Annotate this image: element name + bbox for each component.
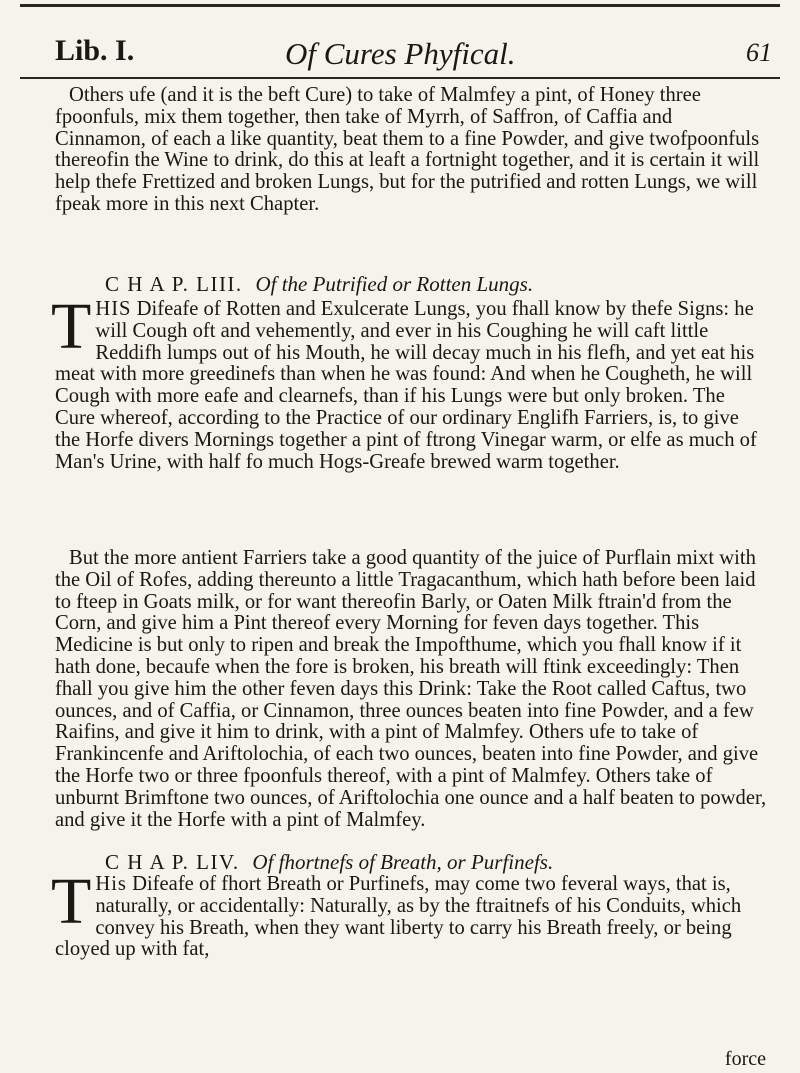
- top-rule: [20, 4, 780, 7]
- chapter-heading-54: [105, 850, 553, 875]
- lead-word: HIS: [95, 298, 132, 320]
- catchword: force: [724, 1048, 766, 1070]
- lead-word: His: [95, 873, 127, 895]
- header-rule: [20, 77, 780, 79]
- book-label: Lib. I.: [55, 34, 135, 67]
- paragraph-cure-broken-lungs: Others ufe (and it is the beft Cure) to take of Malmfey a pint, of Honey three fpoonfuls, mix them together, then take of Myrrh, of Saffron, of Caffia and Cinnamon, of each a like quantity, beat them to a fine Powder, and give twofpoonfuls thereofin the Wine to drink, do this at leaft a fortnight together, and it is certain it will help thefe Frettized and broken Lungs, but for the putrified and rotten Lungs, we will fpeak more in this next Chapter.: [55, 84, 760, 215]
- drop-cap: T: [51, 290, 92, 363]
- chapter-title: Of fhortnefs of Breath, or Purfinefs.: [252, 850, 554, 874]
- chapter-number: C H A P. LIV.: [105, 850, 240, 874]
- paragraph-text: Difeafe of fhort Breath or Purfinefs, may come two feveral ways, that is, naturally, or accidentally: Naturally, as by the ftraitnefs of his Conduits, which convey his Breath, when they want liberty to carry his Breath freely, or being cloyed up with fat,: [55, 873, 742, 961]
- chapter-number: C H A P. LIII.: [105, 272, 243, 296]
- chapter-title: Of the Putrified or Rotten Lungs.: [255, 272, 534, 296]
- paragraph-rotten-lungs: [51, 290, 767, 473]
- drop-cap: T: [51, 865, 92, 938]
- paragraph-text: Difeafe of Rotten and Exulcerate Lungs, you fhall know by thefe Signs: he will Cough oft and vehemently, and ever in his Coughing he will caft little Reddifh lumps out of his Mouth, he will decay much in his flefh, and yet eat his meat with more greedinefs than when he was found: And when he Cougheth, he will Cough with more eafe and clearnefs, than if his Lungs were but only broken. The Cure whereof, according to the Practice of our ordinary Englifh Farriers, is, to give the Horfe divers Mornings together a pint of ftrong Vinegar warm, or elfe as much of Man's Urine, with half fo much Hogs-Greafe brewed warm together.: [55, 298, 757, 473]
- paragraph-shortness-breath: [51, 865, 767, 961]
- page-number: 61: [746, 38, 772, 67]
- running-header: [0, 26, 800, 76]
- running-title: Of Cures Phyfical.: [285, 36, 516, 71]
- chapter-heading-53: [105, 272, 533, 297]
- paragraph-antient-farriers: But the more antient Farriers take a good quantity of the juice of Purflain mixt with the Oil of Rofes, adding thereunto a little Tragacanthum, which hath before been laid to fteep in Goats milk, or for want thereofin Barly, or Oaten Milk ftrain'd from the Corn, and give him a Pint thereof every Morning for feven days together. This Medicine is but only to ripen and break the Impofthume, which you fhall know if it hath done, becaufe when the fore is broken, his breath will ftink exceedingly: Then fhall you give him the other feven days this Drink: Take the Root called Caftus, two ounces, and of Caffia, or Cinnamon, three ounces beaten into fine Powder, and a few Raifins, and give it him to drink, with a pint of Malmfey. Others ufe to take of Frankincenfe and Ariftolochia, of each two ounces, beaten into fine Powder, and give the Horfe two or three fpoonfuls thereof, with a pint of Malmfey. Others take of unburnt Brimftone two ounces, of Ariftolochia one ounce and a half beaten to powder, and give it the Horfe with a pint of Malmfey.: [55, 547, 767, 831]
